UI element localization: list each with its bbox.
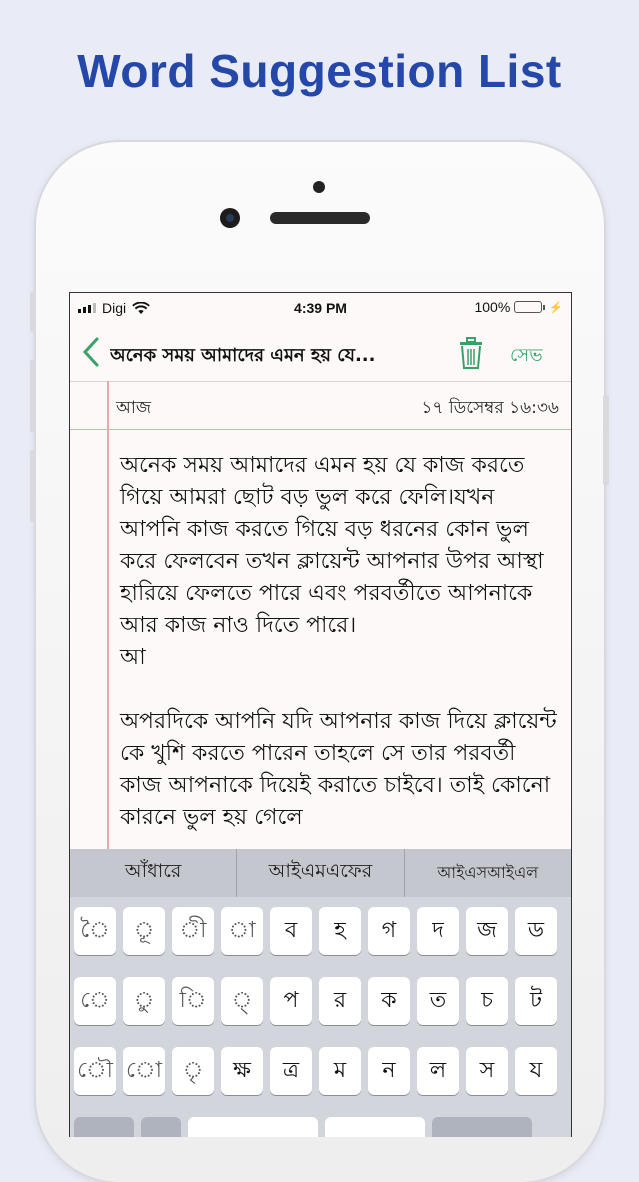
side-button-volume-down xyxy=(30,450,36,522)
key[interactable]: ্ xyxy=(221,977,263,1025)
navigation-bar xyxy=(70,323,571,382)
key[interactable]: গ xyxy=(368,907,410,955)
battery-percent: 100% xyxy=(474,299,511,315)
key[interactable] xyxy=(432,1117,532,1137)
key[interactable]: প xyxy=(270,977,312,1025)
keyboard-row-4 xyxy=(74,1117,532,1137)
earpiece-speaker xyxy=(270,212,370,224)
key[interactable]: চ xyxy=(466,977,508,1025)
side-button-volume-up xyxy=(30,360,36,432)
key[interactable]: ত xyxy=(417,977,459,1025)
status-time: 4:39 PM xyxy=(294,300,347,316)
suggestion-3[interactable]: আইএসআইএল xyxy=(437,862,539,882)
key[interactable]: ড xyxy=(515,907,557,955)
key[interactable]: য xyxy=(515,1047,557,1095)
key[interactable]: ি xyxy=(172,977,214,1025)
battery-icon xyxy=(514,301,542,313)
trash-icon[interactable] xyxy=(458,337,484,369)
key[interactable]: ু xyxy=(123,977,165,1025)
key[interactable]: ে xyxy=(74,977,116,1025)
save-button[interactable]: সেভ xyxy=(510,345,543,366)
key[interactable] xyxy=(325,1117,425,1137)
key[interactable]: ৈ xyxy=(74,907,116,955)
date-value: ১৭ ডিসেম্বর ১৬:৩৬ xyxy=(421,398,559,418)
key[interactable]: ৌ xyxy=(74,1047,116,1095)
key[interactable]: দ xyxy=(417,907,459,955)
key[interactable]: ল xyxy=(417,1047,459,1095)
front-camera xyxy=(220,208,240,228)
key[interactable]: ী xyxy=(172,907,214,955)
promo-headline: Word Suggestion List xyxy=(77,45,562,97)
phone-screen xyxy=(69,292,572,1137)
key[interactable]: ব xyxy=(270,907,312,955)
key[interactable]: ন xyxy=(368,1047,410,1095)
sensor-dot xyxy=(313,181,325,193)
date-label: আজ xyxy=(116,398,152,418)
key[interactable]: জ xyxy=(466,907,508,955)
key[interactable]: া xyxy=(221,907,263,955)
key[interactable]: ো xyxy=(123,1047,165,1095)
keyboard-row-1 xyxy=(74,907,557,955)
side-button-power xyxy=(603,395,609,485)
charging-icon: ⚡ xyxy=(549,301,563,314)
carrier-name: Digi xyxy=(102,300,127,316)
key[interactable]: ম xyxy=(319,1047,361,1095)
key[interactable] xyxy=(74,1117,134,1137)
suggestion-2[interactable]: আইএমএফের xyxy=(237,849,404,897)
chevron-left-icon[interactable] xyxy=(82,337,100,367)
note-meta xyxy=(70,381,571,430)
key[interactable]: স xyxy=(466,1047,508,1095)
word-suggestion-bar xyxy=(70,849,571,897)
bangla-keyboard xyxy=(70,897,571,1137)
key[interactable]: হ xyxy=(319,907,361,955)
keyboard-row-3 xyxy=(74,1047,557,1095)
key[interactable]: ট xyxy=(515,977,557,1025)
key[interactable]: ূ xyxy=(123,907,165,955)
key[interactable] xyxy=(141,1117,181,1137)
note-title: অনেক সময় আমাদের এমন হয় যে... xyxy=(110,345,376,366)
key[interactable]: ত্র xyxy=(270,1047,312,1095)
key[interactable]: ৃ xyxy=(172,1047,214,1095)
keyboard-row-2 xyxy=(74,977,557,1025)
key[interactable]: ক xyxy=(368,977,410,1025)
suggestion-1[interactable]: আঁধারে xyxy=(70,849,237,897)
side-button-mute xyxy=(30,292,36,332)
key[interactable]: র xyxy=(319,977,361,1025)
space-key[interactable] xyxy=(188,1117,318,1137)
key[interactable]: ক্ষ xyxy=(221,1047,263,1095)
status-bar xyxy=(70,293,571,323)
note-body-textarea[interactable]: অনেক সময় আমাদের এমন হয় যে কাজ করতে গিয়ে আমরা ছোট বড় ভুল করে ফেলি।যখন আপনি কাজ করতে গিয়ে বড় ধরনের কোন ভুল করে ফেলবেন তখন ক্লায়েন্ট আপনার উপর আস্থা হারিয়ে ফেলতে পারে এবং পরবর্তীতে আপনাকে আর কাজ নাও দিতে পারে। আ অপরদিকে আপনি যদি আপনার কাজ দিয়ে ক্লায়েন্ট কে খুশি করতে পারেন তাহলে সে তার পরবর্তী কাজ আপনাকে দিয়েই করাতে চাইবে। তাই কোনো কারনে ভুল হয় গেলে xyxy=(120,453,557,830)
